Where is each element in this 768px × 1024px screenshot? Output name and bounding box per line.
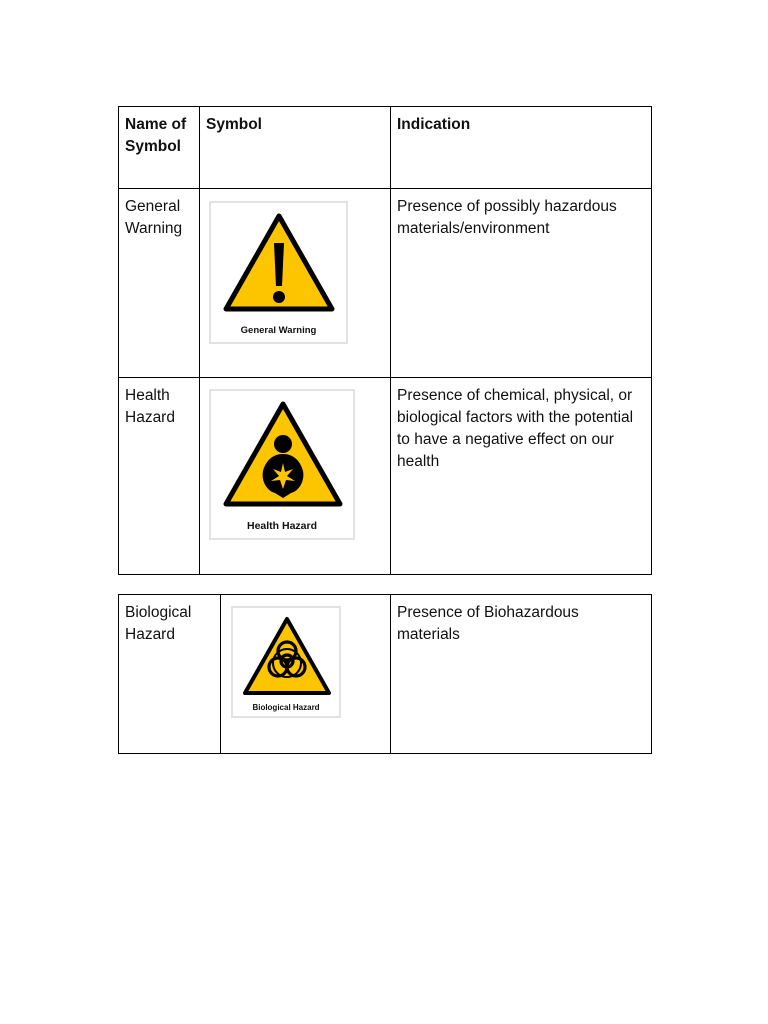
- symbol-indication: Presence of Biohazardous materials: [391, 595, 652, 754]
- header-name-of-symbol: Name of Symbol: [119, 107, 200, 189]
- symbol-indication: Presence of chemical, physical, or biological factors with the potential to have a negative effect on our health: [391, 378, 652, 575]
- symbol-name: General Warning: [119, 189, 200, 378]
- sign-caption: General Warning: [240, 325, 317, 336]
- symbol-name: Biological Hazard: [119, 595, 221, 754]
- sign-caption: Biological Hazard: [252, 703, 320, 712]
- header-indication: Indication: [391, 107, 652, 189]
- sign-caption: Health Hazard: [246, 520, 318, 532]
- hazard-symbols-table: [118, 106, 652, 575]
- symbol-indication: Presence of possibly hazardous materials/environment: [391, 189, 652, 378]
- biohazard-icon: [242, 616, 332, 696]
- table-row: [119, 378, 652, 575]
- health-hazard-icon: [223, 401, 343, 507]
- header-symbol: Symbol: [200, 107, 391, 189]
- biological-hazard-sign: [231, 606, 341, 718]
- table-row: [119, 595, 652, 754]
- symbol-name: Health Hazard: [119, 378, 200, 575]
- health-hazard-sign: [209, 389, 355, 540]
- header-row: [119, 107, 652, 189]
- biological-hazard-table: [118, 594, 652, 754]
- symbol-cell: [200, 378, 391, 575]
- symbol-cell: [200, 189, 391, 378]
- exclamation-warning-icon: [223, 213, 335, 313]
- symbol-cell: [221, 595, 391, 754]
- general-warning-sign: [209, 201, 348, 344]
- table-row: [119, 189, 652, 378]
